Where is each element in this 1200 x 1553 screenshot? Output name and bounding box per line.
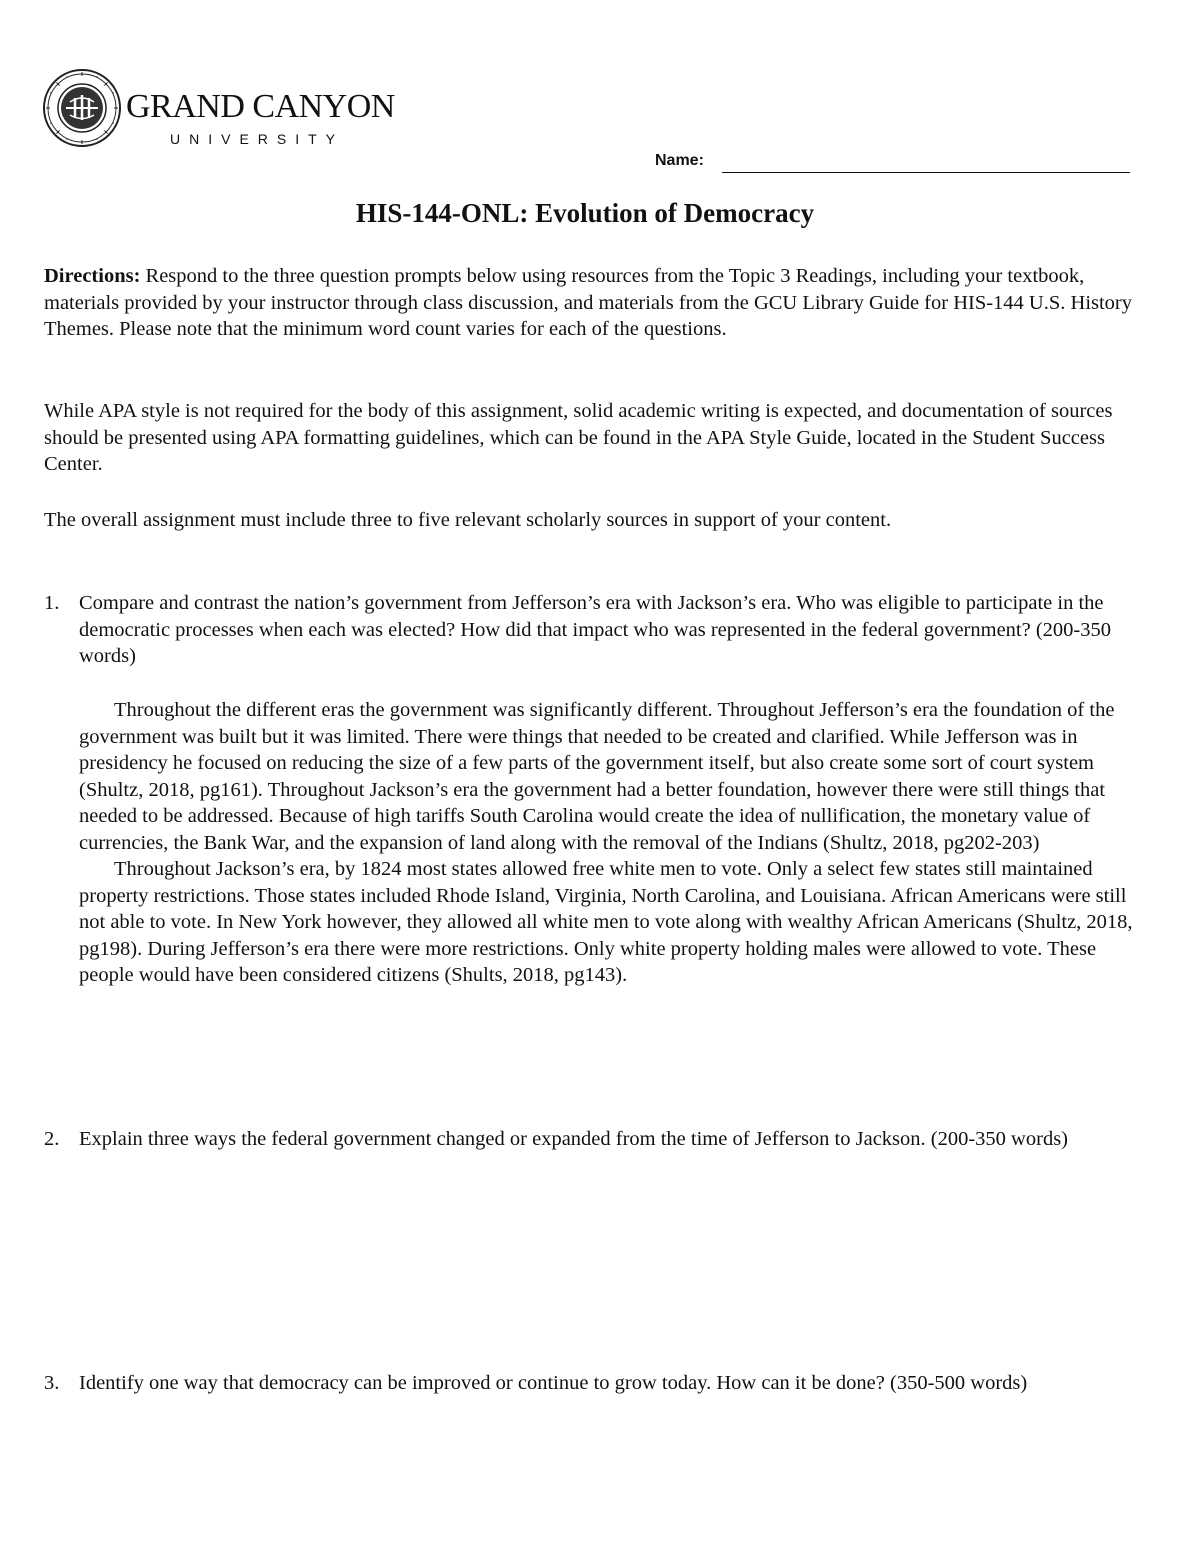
question-number: 2. [44,1128,60,1150]
name-input-line[interactable] [722,172,1130,173]
directions-label: Directions: [44,265,141,287]
logo-subtitle: UNIVERSITY [170,131,345,147]
question-2 [44,1126,1134,1153]
question-text: Compare and contrast the nation’s government from Jefferson’s era with Jackson’s era. Who was eligible to participate in the democratic processes when each was elected? How did that impact who was represented in the federal government? (200-350 words) [79,592,1111,667]
name-label: Name: [655,152,704,169]
apa-note-paragraph: While APA style is not required for the body of this assignment, solid academic writing is expected, and documentation of sources should be presented using APA formatting guidelines, which can be found in the APA Style Guide, located in the Student Success Center. [44,400,1113,475]
document-title: HIS-144-ONL: Evolution of Democracy [355,198,815,228]
question-number: 1. [44,592,60,614]
university-seal-icon [42,68,122,148]
name-field[interactable] [655,150,1130,176]
logo-wordmark: GRAND CANYON [126,88,395,125]
sources-note-paragraph: The overall assignment must include three to five relevant scholarly sources in support of your content. [44,509,892,531]
question-text: Explain three ways the federal government changed or expanded from the time of Jefferson to Jackson. (200-350 words) [79,1128,1068,1150]
question-1 [44,590,1134,670]
university-logo [42,68,395,150]
directions-text: Respond to the three question prompts below using resources from the Topic 3 Readings, including your textbook, materials provided by your instructor through class discussion, and materials from the GCU Library Guide for HIS-144 U.S. History Themes. Please note that the minimum word count varies for each of the questions. [44,265,1133,340]
answer-paragraph: Throughout the different eras the government was significantly different. Throughout Jefferson’s era the foundation of the government was built but it was limited. There were things that needed to be created and clarified. While Jefferson was in presidency he focused on reducing the size of a few parts of the government itself, but also create some sort of court system (Shultz, 2018, pg161). Throughout Jackson’s era the government had a better foundation, however there were still things that needed to be addressed. Because of high tariffs South Carolina would create the idea of nullification, the monetary value of currencies, the Bank War, and the expansion of land along with the removal of the Indians (Shultz, 2018, pg202-203) [79,699,1115,854]
directions-paragraph [44,263,1134,343]
question-3 [44,1370,1134,1397]
answer-1 [79,697,1134,989]
question-number: 3. [44,1372,60,1394]
answer-paragraph: Throughout Jackson’s era, by 1824 most states allowed free white men to vote. Only a select few states still maintained property restrictions. Those states included Rhode Island, Virginia, North Carolina, and Louisiana. African Americans were still not able to vote. In New York however, they allowed all white men to vote along with wealthy African Americans (Shultz, 2018, pg198). During Jefferson’s era there were more restrictions. Only white property holding males were allowed to vote. These people would have been considered citizens (Shults, 2018, pg143). [79,858,1133,986]
question-text: Identify one way that democracy can be improved or continue to grow today. How can it be done? (350-500 words) [79,1372,1028,1394]
